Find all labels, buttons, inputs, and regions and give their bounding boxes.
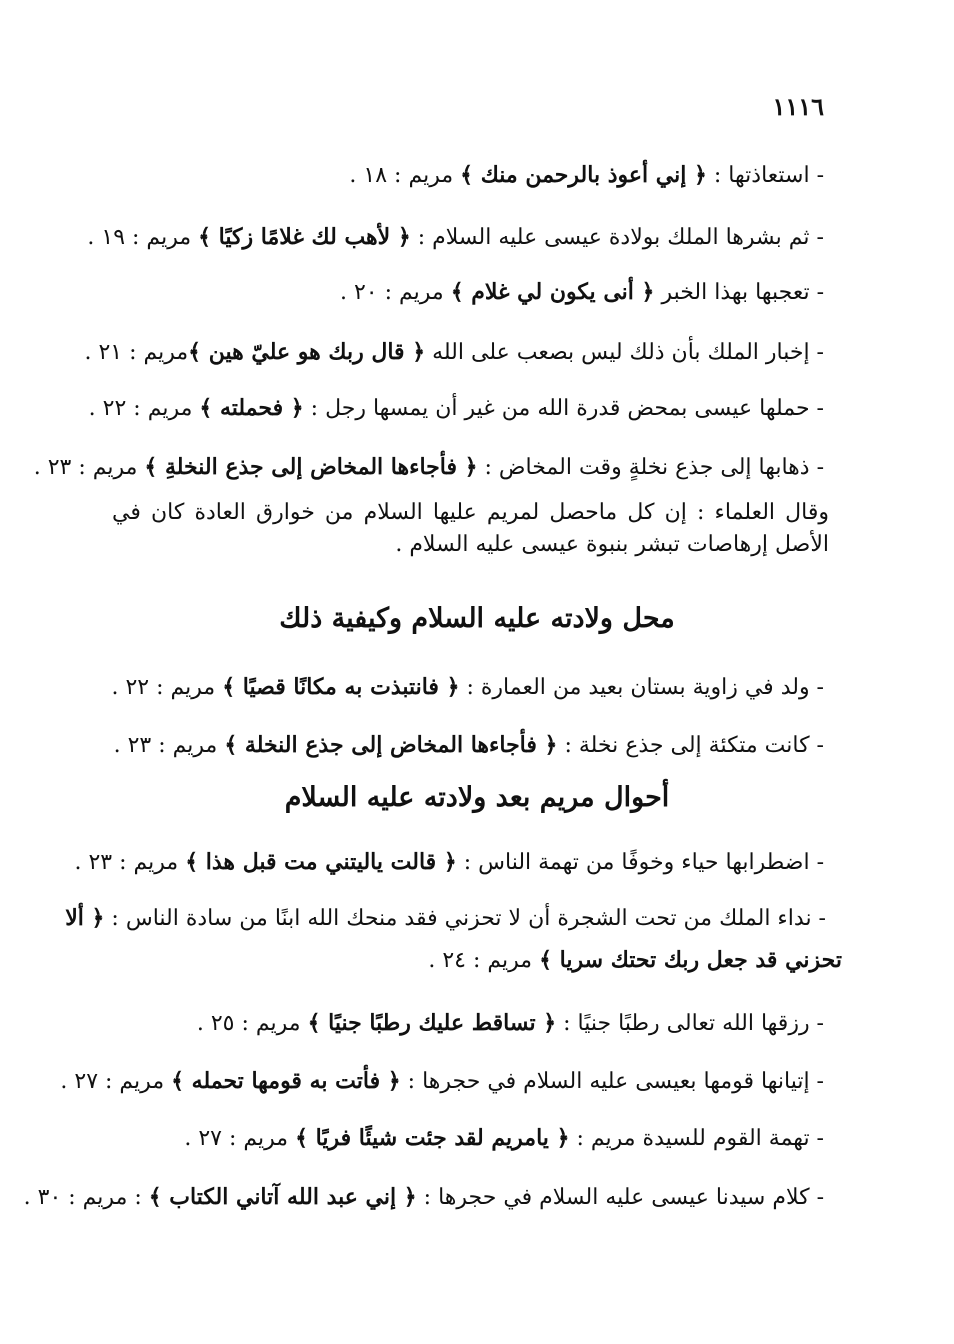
- item-text: - رزقها الله تعالى رطبًا جنيًا :: [556, 1011, 824, 1036]
- item-text: - ولد في زاوية بستان بعيد من العمارة :: [459, 675, 824, 700]
- quran-quote: تحزني قد جعل ربك تحتك سريا ﴾: [539, 947, 842, 973]
- item-text: - اضطرابها حياء وخوفًا من تهمة الناس :: [456, 850, 824, 875]
- quran-quote: ﴿ فحملته ﴾: [199, 395, 304, 421]
- item-text: - نداء الملك من تحت الشجرة أن لا تحزني فقد منحك الله ابنًا من سادة الناس :: [104, 906, 826, 931]
- list-item: [84, 337, 824, 368]
- verse-reference: مريم : ٢٧ .: [184, 1126, 296, 1151]
- item-text: - كلام سيدنا عيسى عليه السلام في حجرها :: [416, 1185, 824, 1210]
- quran-quote: ﴿ قالت ياليتني مت قبل هذا ﴾: [185, 849, 457, 875]
- list-item: [60, 1066, 824, 1097]
- list-item: [115, 1123, 824, 1154]
- quran-quote: ﴿ تساقط عليك رطبًا جنيًا ﴾: [307, 1010, 557, 1036]
- quran-quote: ﴿ إني عبد الله آتاني الكتاب ﴾: [148, 1184, 417, 1210]
- list-item: [115, 730, 824, 761]
- item-text: - إخبار الملك بأن ذلك ليس بصعب على الله: [425, 340, 824, 365]
- item-text: - تعجبها بهذا الخبر: [654, 280, 824, 305]
- verse-reference: مريم : ٢٧ .: [60, 1069, 172, 1094]
- verse-reference: مريم : ٢٣ .: [74, 850, 186, 875]
- quran-quote: ﴿ يامريم لقد جئت شيئًا فريًا ﴾: [295, 1125, 570, 1151]
- quran-quote: ﴿ ألا: [65, 905, 105, 931]
- item-text: - كانت متكئة إلى جذع نخلة :: [557, 733, 824, 758]
- verse-reference: مريم : ٢٢ .: [88, 396, 200, 421]
- item-text: - حملها عيسى بمحض قدرة الله من غير أن يمسها رجل :: [303, 396, 824, 421]
- item-text: - إتيانها قومها بعيسى عليه السلام في حجرها :: [400, 1069, 824, 1094]
- list-item: [23, 1182, 824, 1213]
- verse-reference: مريم : ٢٠ .: [339, 280, 451, 305]
- item-text: - استعاذتها :: [706, 163, 824, 188]
- quran-quote: ﴿ أنى يكون لي غلام ﴾: [450, 279, 655, 305]
- section-heading: محل ولادته عليه السلام وكيفية ذلك: [279, 603, 675, 634]
- quran-quote: ﴿ إني أعوذ بالرحمن منك ﴾: [460, 162, 707, 188]
- quran-quote: ﴿ فانتبذت به مكانًا قصيًا ﴾: [222, 674, 460, 700]
- item-text: - تهمة القوم للسيدة مريم :: [569, 1126, 824, 1151]
- list-item: [87, 222, 824, 253]
- list-item-continuation: [115, 945, 842, 976]
- verse-reference: مريم : ٢٥ .: [196, 1011, 308, 1036]
- verse-reference: مريم : ١٩ .: [87, 225, 199, 250]
- list-item: [111, 672, 824, 703]
- verse-reference: : مريم : ٣٠ .: [23, 1185, 149, 1210]
- list-item: [33, 452, 824, 483]
- list-item: [115, 160, 824, 191]
- verse-reference: مريم : ٢٣ .: [113, 733, 225, 758]
- verse-reference: مريم : ٢١ .: [84, 340, 189, 365]
- quran-quote: ﴿ لأهب لك غلامًا زكيًا ﴾: [198, 224, 411, 250]
- quran-quote: ﴿ فأتت به قومها تحمله ﴾: [171, 1068, 401, 1094]
- quran-quote: ﴿ فأجاءها المخاض إلى جذع النخلة ﴾: [224, 732, 558, 758]
- page-number: ١١١٦: [772, 92, 824, 121]
- quran-quote: ﴿ فأجاءها المخاض إلى جذع النخلةِ ﴾: [144, 454, 478, 480]
- quran-quote: ﴿ قال ربك هو عليّ هين ﴾: [188, 339, 426, 365]
- paragraph: وقال العلماء : إن كل ماحصل لمريم عليها السلام من خوارق العادة كان في الأصل إرهاصات تبشر بنبوة عيسى عليه السلام .: [112, 500, 829, 557]
- list-item: [115, 1008, 824, 1039]
- list-item: [65, 903, 826, 934]
- item-text: - ذهابها إلى جذع نخلةٍ وقت المخاض :: [477, 455, 824, 480]
- verse-reference: مريم : ٢٢ .: [111, 675, 223, 700]
- verse-reference: مريم : ٢٤ .: [428, 948, 540, 973]
- item-text: - ثم بشرها الملك بولادة عيسى عليه السلام :: [410, 225, 824, 250]
- verse-reference: مريم : ١٨ .: [349, 163, 461, 188]
- list-item: [115, 277, 824, 308]
- section-heading: أحوال مريم بعد ولادته عليه السلام: [284, 782, 670, 813]
- list-item: [88, 393, 824, 424]
- verse-reference: مريم : ٢٣ .: [33, 455, 145, 480]
- list-item: [74, 847, 824, 878]
